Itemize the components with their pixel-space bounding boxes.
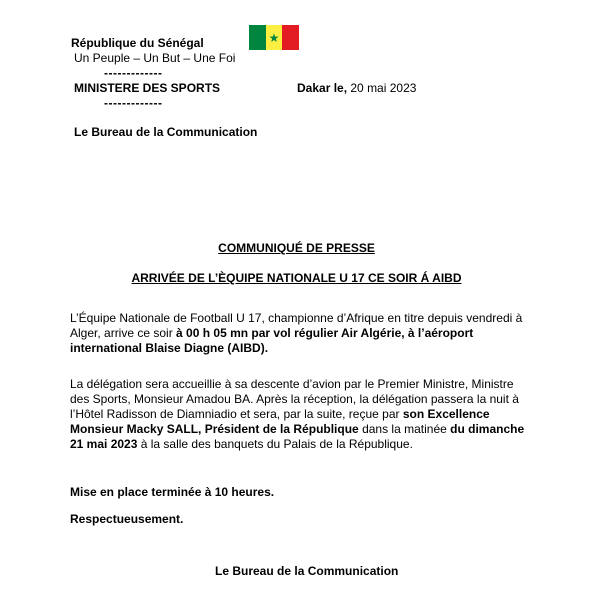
flag-band-green <box>249 25 266 50</box>
issuing-office: Le Bureau de la Communication <box>74 125 258 139</box>
closing-salutation: Respectueusement. <box>70 512 184 526</box>
document-date <box>297 81 416 95</box>
header-separator: ------------- <box>104 66 163 80</box>
header-separator-2: ------------- <box>104 96 163 110</box>
flag-band-yellow <box>266 25 283 50</box>
text-run: son Excellence Monsieur Macky SALL, Président de la République <box>70 407 490 436</box>
text-run: La délégation sera accueillie à sa descente d’avion par le Premier Ministre, Ministre des Sports, Monsieur Amadou BA. Après la réception, la délégation passera la nuit à l’Hôtel Radisson de Diamniadio et sera, par la suite, reçue par <box>70 377 519 421</box>
text-run: L’Équipe Nationale de Football U 17, championne d’Afrique en titre depuis vendredi à Alger, arrive ce soir <box>70 311 523 340</box>
flag-band-red <box>282 25 299 50</box>
text-run: à la salle des banquets du Palais de la République. <box>137 437 413 451</box>
text-run: à 00 h 05 mn par vol régulier Air Algérie, à l’aéroport international Blaise Diagne (AIBD). <box>70 326 474 355</box>
paragraph-setup-time: Mise en place terminée à 10 heures. <box>70 485 275 499</box>
country-name: République du Sénégal <box>71 36 204 50</box>
paragraph-delegation <box>70 377 525 452</box>
ministry-name: MINISTERE DES SPORTS <box>74 81 221 95</box>
star-icon: ★ <box>268 30 280 45</box>
document-heading: COMMUNIQUÉ DE PRESSE <box>218 241 375 255</box>
text-run: dans la matinée <box>358 422 451 436</box>
document-subheading: ARRIVÉE DE L’ÈQUIPE NATIONALE U 17 CE SOIR Á AIBD <box>131 271 462 285</box>
signature-office: Le Bureau de la Communication <box>215 564 399 578</box>
senegal-flag <box>249 25 299 50</box>
date-value: 20 mai 2023 <box>347 81 417 95</box>
paragraph-arrival <box>70 311 525 356</box>
national-motto: Un Peuple – Un But – Une Foi <box>74 51 236 65</box>
text-run: du dimanche 21 mai 2023 <box>70 422 525 451</box>
date-label: Dakar le, <box>297 81 348 95</box>
